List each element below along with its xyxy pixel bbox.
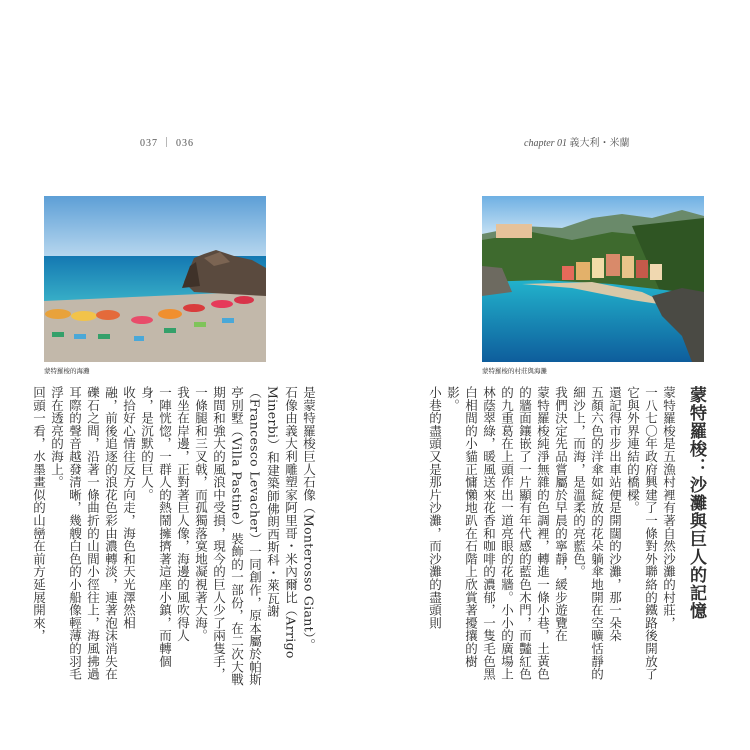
section-title: 蒙特羅梭：沙灘與巨人的記憶 — [686, 386, 706, 620]
right-text-col-12: 白相間的小貓正慵懶地趴在石階上欣賞著擾攘的樹 — [463, 386, 479, 668]
left-text-col-12: 融，前後追逐的浪花色彩由濃轉淡，連著泡沫消失在 — [103, 386, 119, 681]
left-text-col-6: 期間和強大的風浪中受損，現今的巨人少了兩隻手， — [211, 386, 227, 681]
right-text-col-13: 影。 — [445, 386, 461, 412]
left-text-col-8: 我坐在岸邊，正對著巨人像，海邊的風吹得人 — [175, 386, 191, 642]
left-text-col-1: 是蒙特羅梭巨人石像（Monterosso Giant）。 — [301, 386, 317, 652]
right-text-col-1: 蒙特羅梭是五漁村裡有著自然沙灘的村莊， — [661, 386, 677, 630]
right-text-col-2: 一八七〇年政府興建了一條對外聯絡的鐵路後開放了 — [643, 386, 659, 681]
chapter-title: 義大利・米蘭 — [569, 138, 630, 149]
right-text-col-4: 還記得市步出車站便是開闊的沙灘，那一朵朵 — [607, 386, 623, 642]
village-photo-caption: 蒙特羅梭的村莊與海灘 — [482, 367, 547, 375]
right-text-col-7: 我們決定先品嘗屬於早晨的寧靜，緩步遊覽在 — [553, 386, 569, 642]
right-text-col-6: 細沙上，而海，是溫柔的亮藍色。 — [571, 386, 587, 578]
left-text-col-3: Minerbi）和建築師佛朗西斯科・萊瓦謝 — [265, 386, 281, 618]
left-text-col-14: 耳際的聲音越發清晰，幾艘白色的小船像輕薄的羽毛 — [67, 386, 83, 681]
right-text-col-10: 的九重葛在上頭作出一道亮眼的花牆。小小的廣場上 — [499, 386, 515, 681]
chapter-label: chapter 01 — [524, 138, 568, 149]
right-text-col-14: 小巷的盡頭又是那片沙灘，而沙灘的盡頭則 — [427, 386, 443, 630]
left-text-col-13: 礫石之間，沿著一條曲折的山間小徑往上，海風拂過 — [85, 386, 101, 681]
right-text-col-9: 的牆面鑲嵌了一片顯有年代感的藍色木門，而豔紅色 — [517, 386, 533, 681]
left-text-col-16: 回頭一看，水墨畫似的山巒在前方延展開來， — [31, 386, 47, 642]
left-text-col-15: 浮在透亮的海上。 — [49, 386, 65, 489]
left-text-col-4: （Francesco Levacher）一同創作，原本屬於帕斯 — [247, 386, 263, 686]
right-text-col-5: 五顏六色的洋傘如綻放的花朵躺傘地開在空曠恬靜的 — [589, 386, 605, 681]
left-text-col-10: 身，是沉默的巨人。 — [139, 386, 155, 502]
right-text-col-3: 它與外界連結的橋樑。 — [625, 386, 641, 514]
beach-photo-caption: 蒙特羅梭的海灘 — [44, 367, 90, 375]
left-text-col-5: 亭別墅（Villa Pastine）裝飾的一部份，在二次大戰 — [229, 386, 245, 686]
left-text-col-9: 一陣恍惚，一群人的熱鬧擁擠著這座小鎮，而轉個 — [157, 386, 173, 668]
chapter-header — [524, 134, 630, 149]
page-numbers: 037 ｜ 036 — [140, 138, 194, 149]
left-text-col-2: 石像由義大利雕塑家阿里哥・米內爾比（Arrigo — [283, 386, 299, 659]
left-text-col-11: 收拾好心情往反方向走，海色和天光澤然相 — [121, 386, 137, 630]
right-text-col-11: 林蔭翠綠，暖風送來花香和咖啡的濃郁，一隻毛色黑 — [481, 386, 497, 681]
village-photo — [482, 196, 704, 362]
right-text-col-8: 蒙特羅梭純淨無雜的色調裡，轉進一條小巷，土黃色 — [535, 386, 551, 681]
left-text-col-7: 一條腿和三叉戟，而孤獨落寞地凝視著大海。 — [193, 386, 209, 642]
beach-photo — [44, 196, 266, 362]
